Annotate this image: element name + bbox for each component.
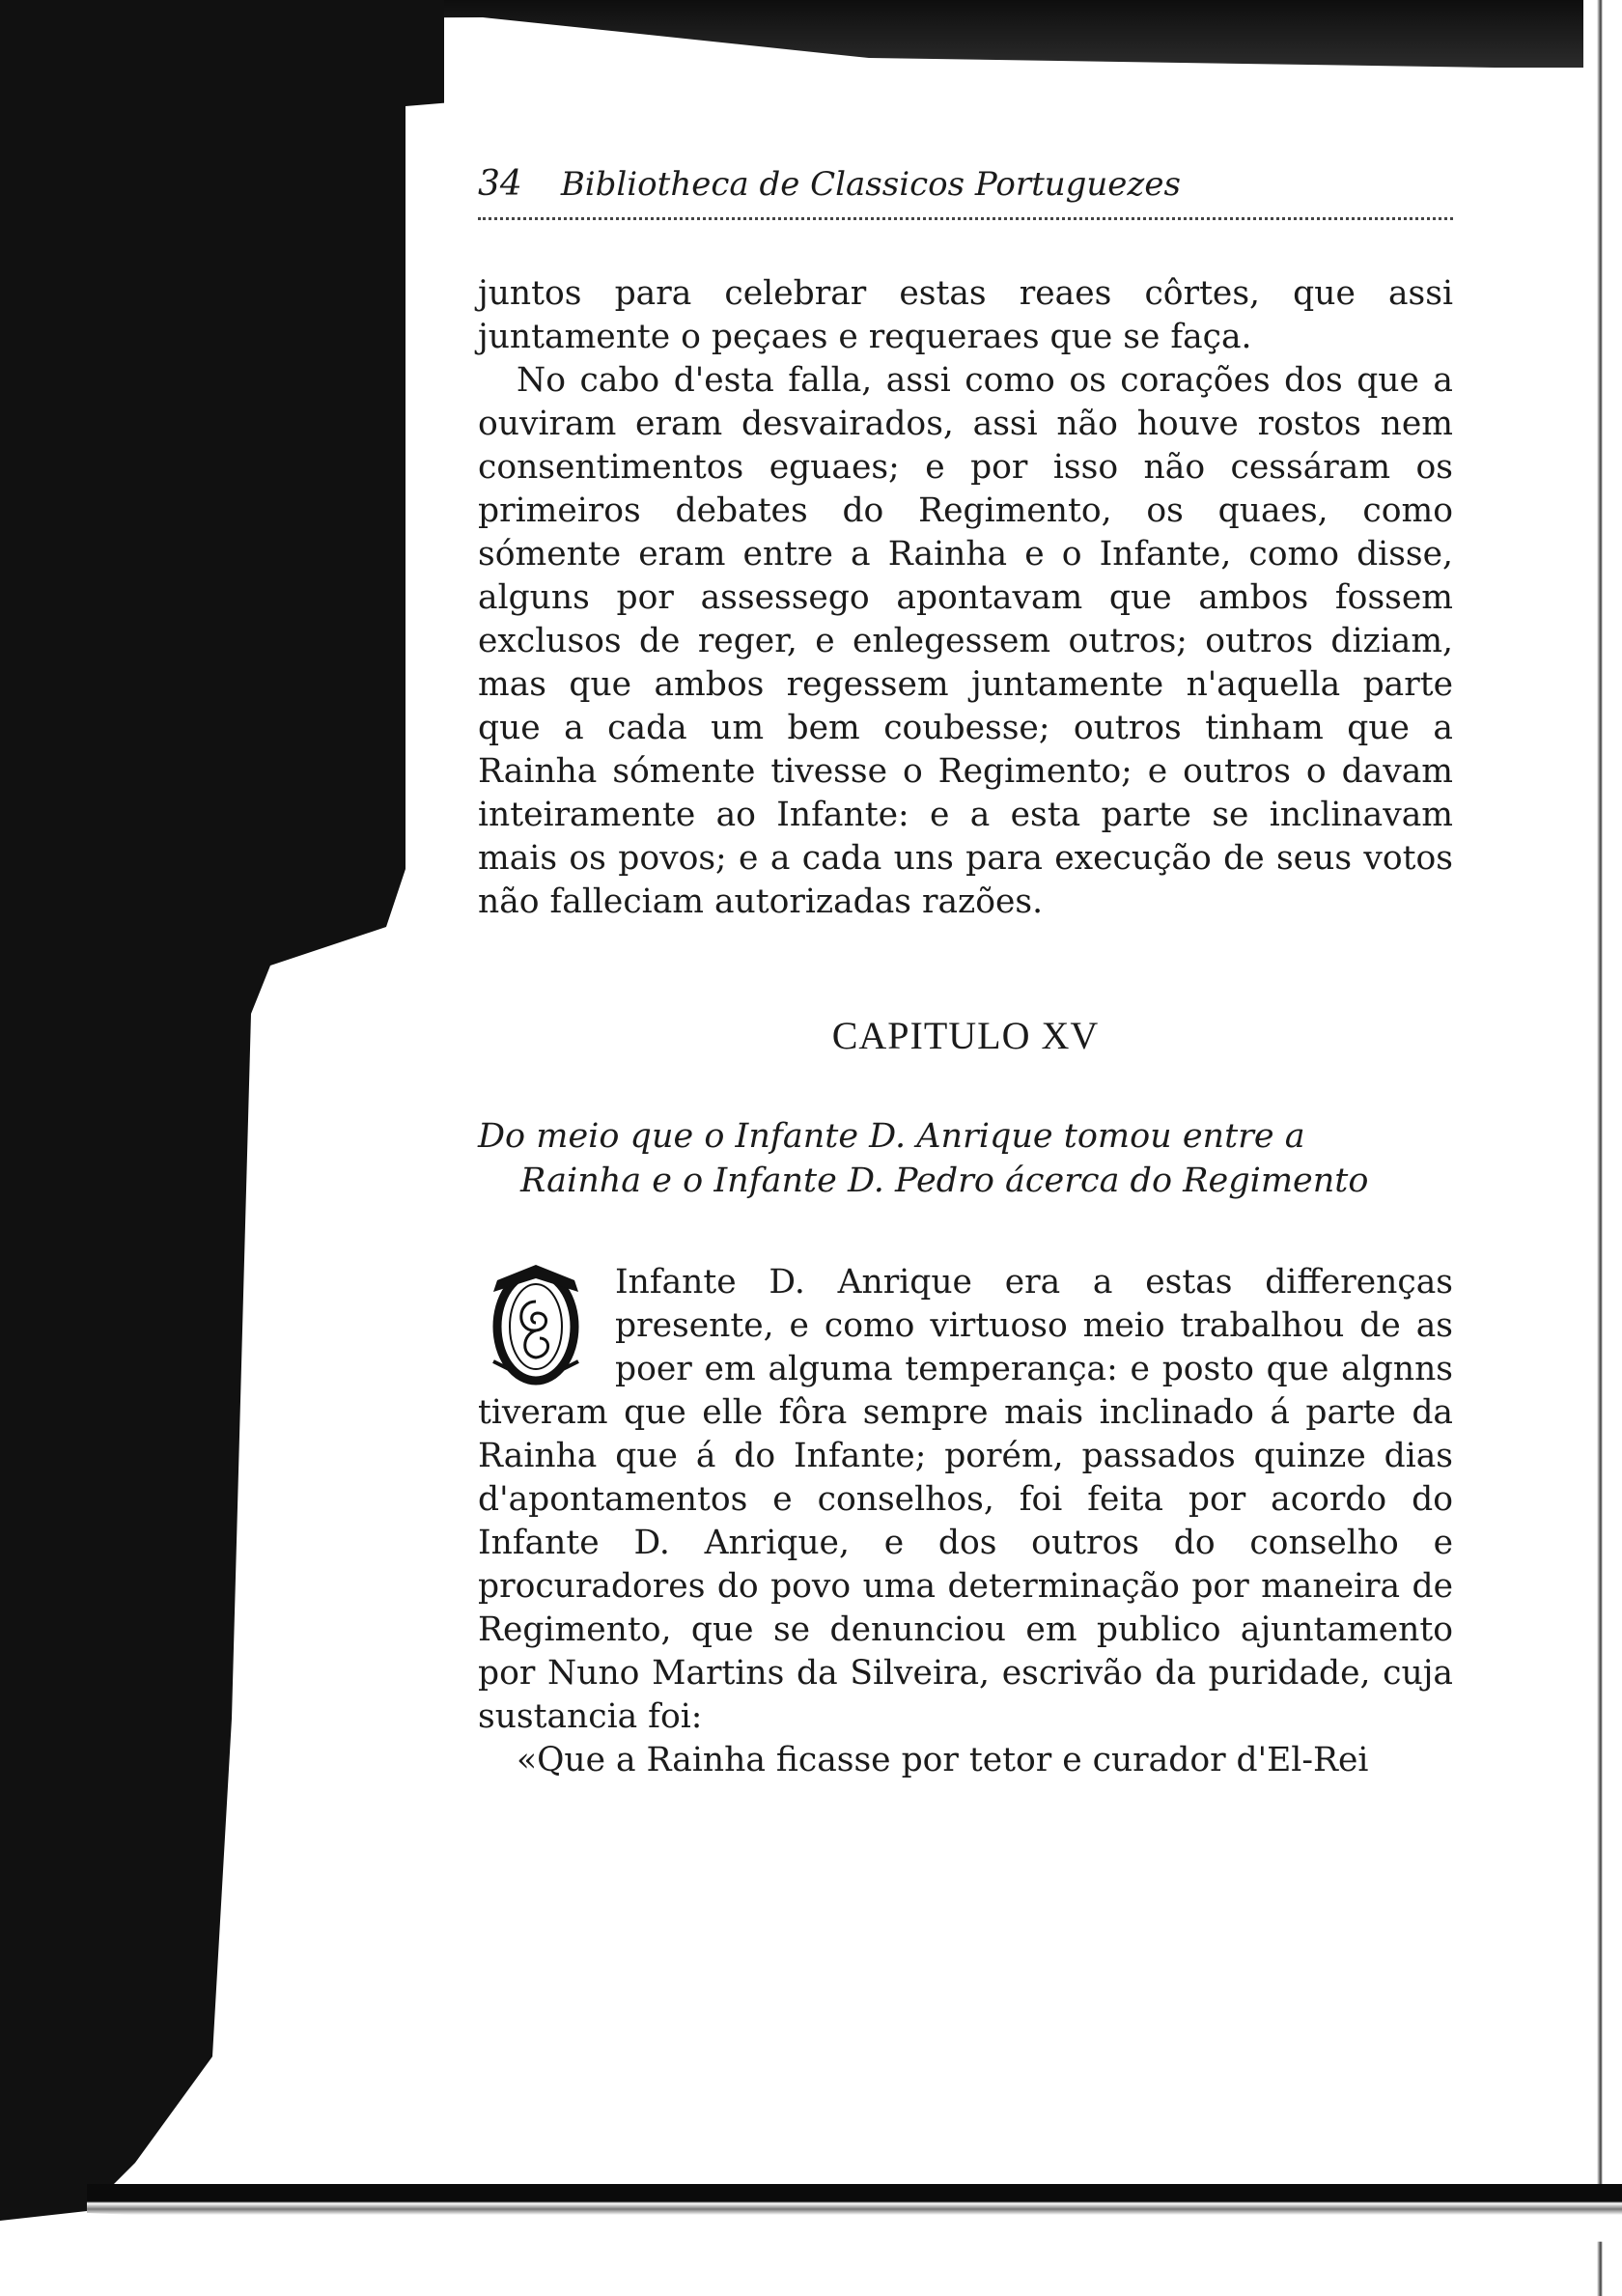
scan-left-edge	[0, 0, 444, 2296]
scan-right-edge	[1583, 0, 1622, 2296]
chapter-heading: CAPITULO XV	[831, 1014, 1100, 1057]
running-title: Bibliotheca de Classicos Portuguezes	[560, 165, 1181, 204]
scan-bottom-edge	[87, 2184, 1622, 2242]
chapter-subtitle	[478, 1114, 1453, 1203]
paragraph-continued: juntos para celebrar estas reaes côrtes, que assi juntamente o peçaes e requeraes que se faça.	[478, 274, 1453, 356]
chapter-paragraph-text: Infante D. Anrique era a estas differenças presente, e como virtuoso meio trabalhou de as poer em alguma temperança: e posto que algnns tiveram que elle fôra sempre mais inclinado á parte da Rainha que á do Infante; porém, passados quinze dias d'apontamentos e conselhos, foi feita por acordo do Infante D. Anrique, e dos outros do conselho e procuradores do povo uma determinação por maneira de Regimento, que se denunciou em publico ajuntamento por Nuno Martins da Silveira, escrivão da puridade, cuja sustancia foi:	[478, 1263, 1453, 1736]
body-text	[478, 272, 1453, 924]
chapter-paragraph	[478, 1261, 1453, 1739]
page-number: 34	[478, 164, 522, 204]
running-head	[478, 164, 1453, 220]
chapter-paragraph: «Que a Rainha ficasse por tetor e curador d'El-Rei	[517, 1741, 1369, 1779]
chapter-subtitle-line-2: Rainha e o Infante D. Pedro ácerca do Regimento	[520, 1162, 1369, 1200]
drop-cap-o-icon	[478, 1263, 594, 1386]
paragraph: No cabo d'esta falla, assi como os corações dos que a ouviram eram desvairados, assi não houve rostos nem consentimentos eguaes; e por isso não cessáram os primeiros debates do Regimento, os quaes, como sómente eram entre a Rainha e o Infante, como disse, alguns por assessego apontavam que ambos fossem exclusos de reger, e enlegessem outros; outros diziam, mas que ambos regessem juntamente n'aquella parte que a cada um bem coubesse; outros tinham que a Rainha sómente tivesse o Regimento; e outros o davam inteiramente ao Infante: e a esta parte se inclinavam mais os povos; e a cada uns para execução de seus votos não falleciam autorizadas razões.	[478, 361, 1453, 921]
chapter-subtitle-line-1: Do meio que o Infante D. Anrique tomou entre a	[478, 1117, 1305, 1156]
book-page	[478, 164, 1453, 1782]
chapter-body	[478, 1261, 1453, 1782]
